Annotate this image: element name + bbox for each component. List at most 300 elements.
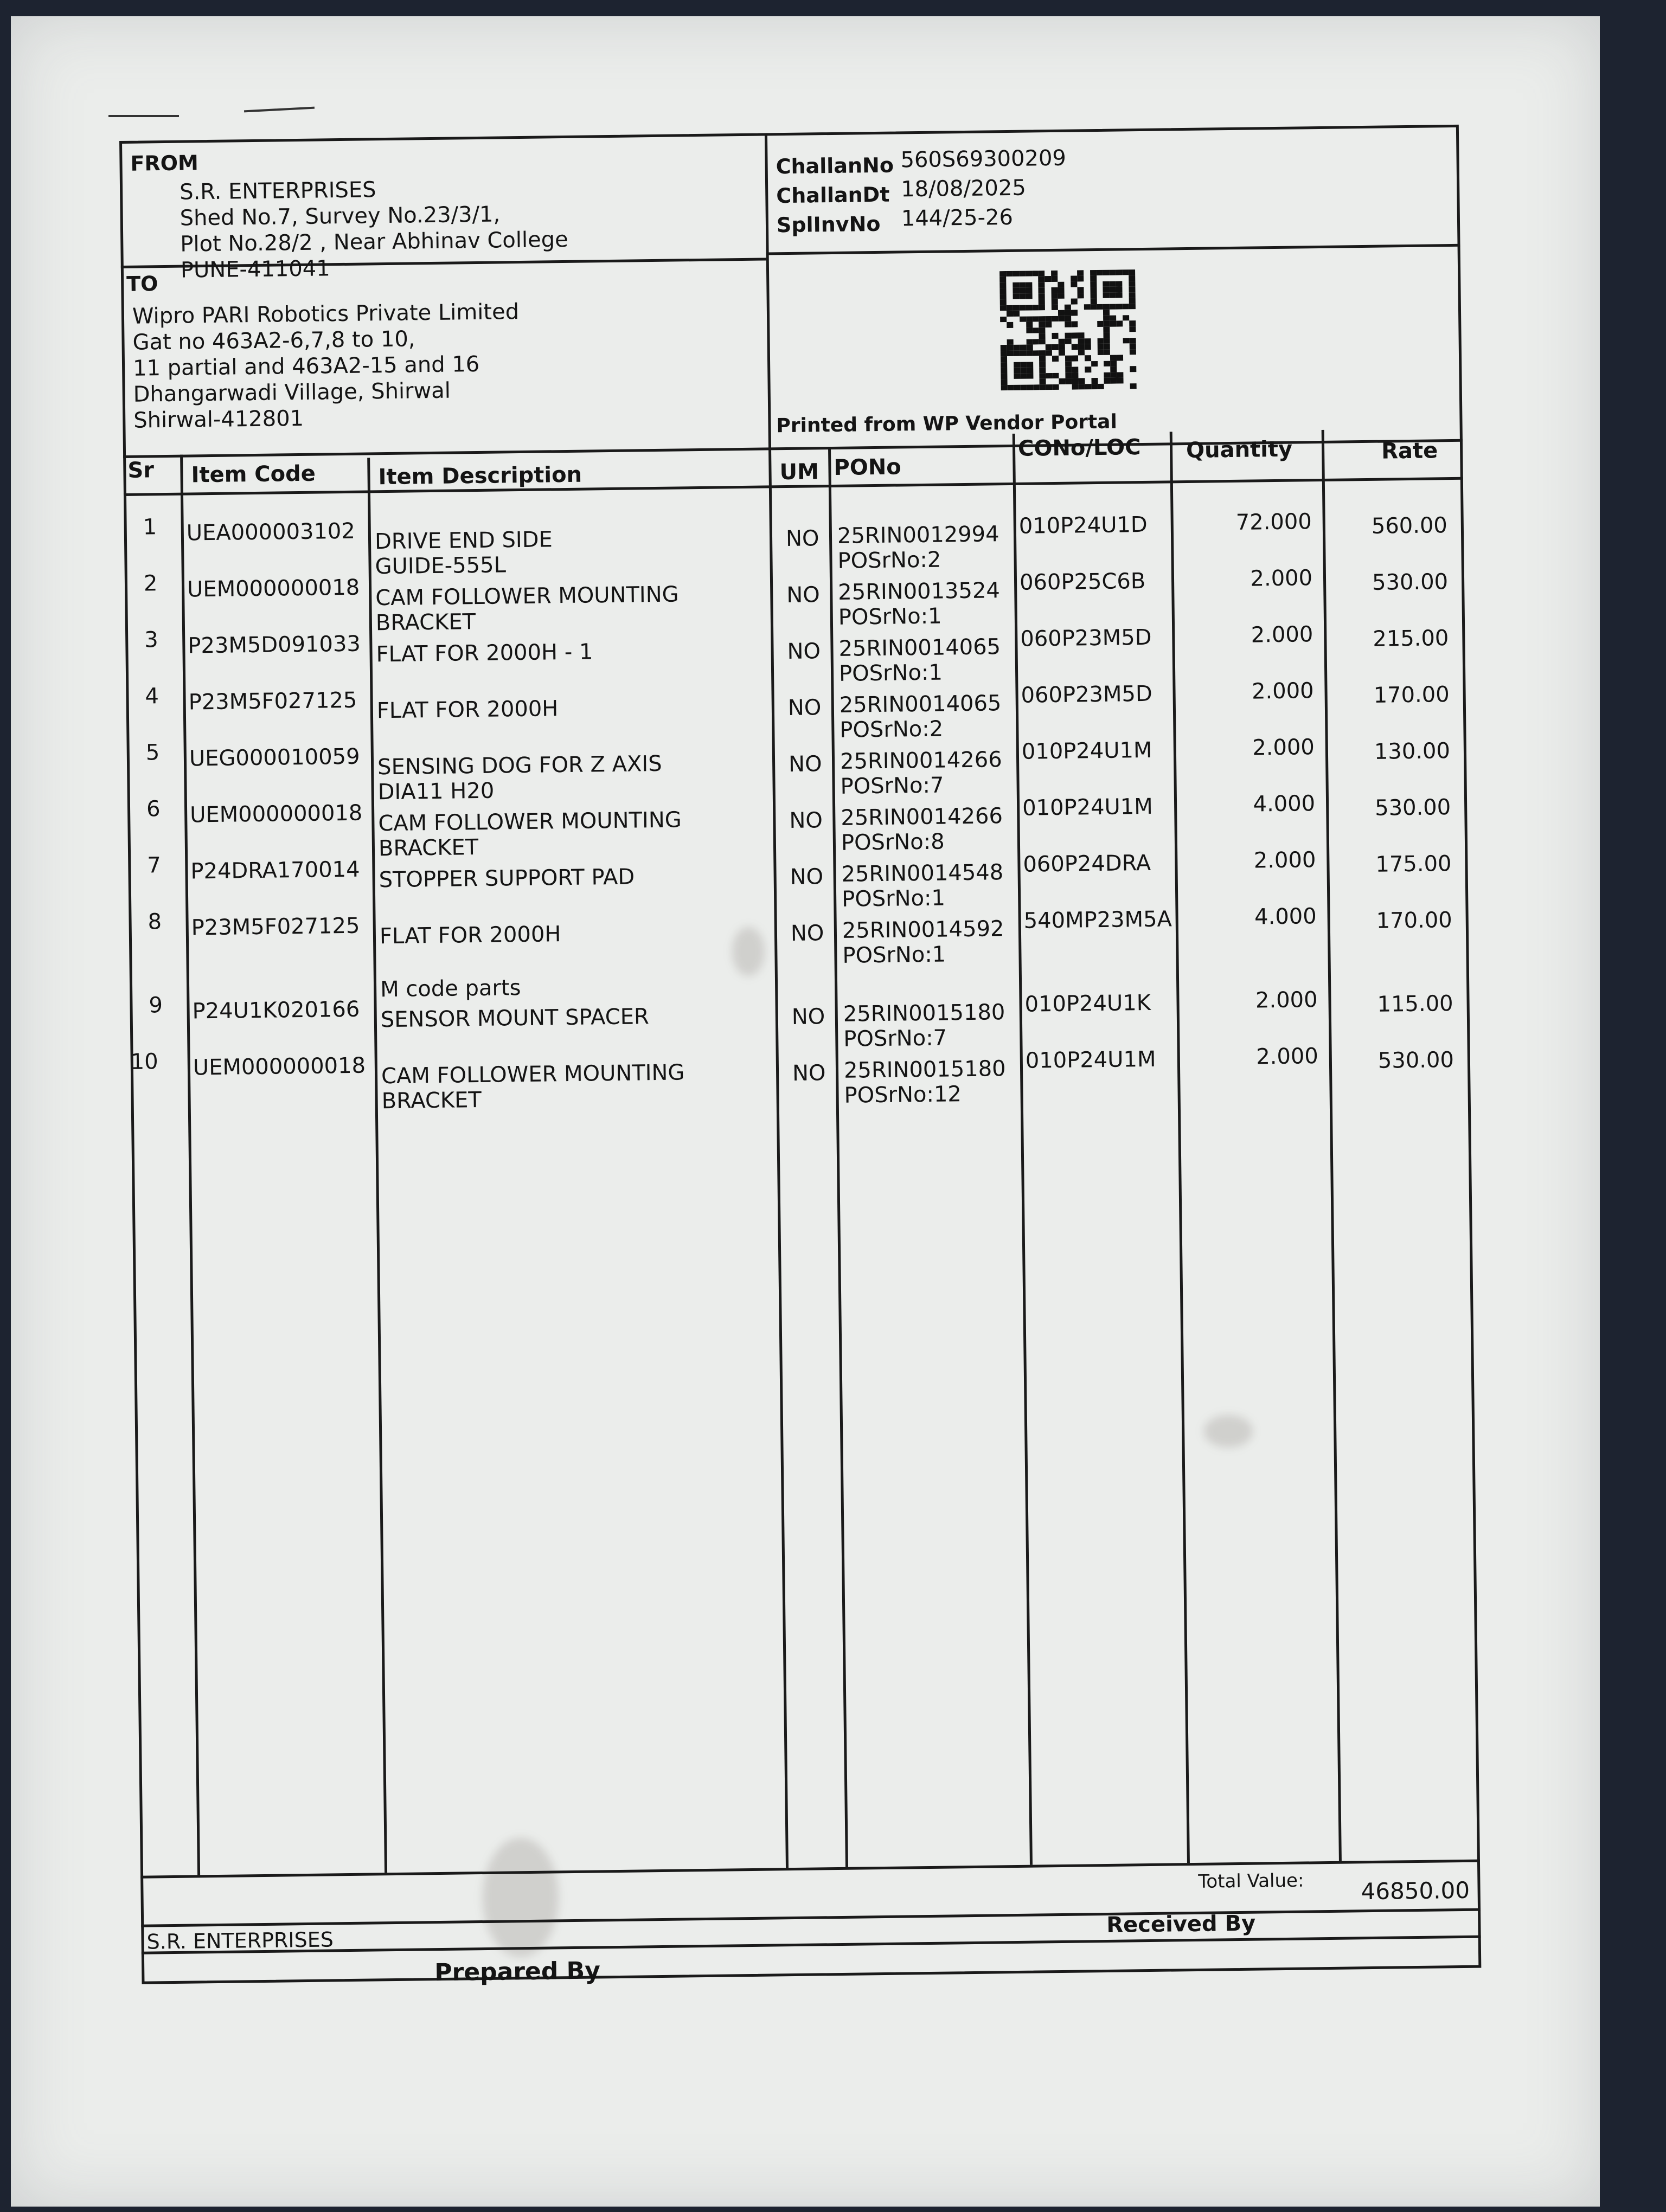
- qr-module: [1001, 356, 1007, 362]
- qr-module: [1033, 384, 1040, 390]
- qr-module: [1033, 339, 1039, 345]
- row-pono: 25RIN0013524: [837, 578, 1001, 605]
- qr-module: [1071, 321, 1078, 327]
- qr-module: [1039, 299, 1045, 305]
- qr-module: [1007, 345, 1014, 351]
- qr-module: [1052, 293, 1058, 299]
- qr-module: [1071, 287, 1077, 293]
- to-address: [132, 299, 521, 434]
- qr-module: [1097, 316, 1104, 321]
- qr-module: [1064, 271, 1071, 276]
- row-posr: POSrNo:1: [838, 660, 943, 686]
- qr-module: [1053, 384, 1059, 390]
- qr-module: [1046, 356, 1052, 362]
- qr-module: [1065, 333, 1072, 339]
- qr-module: [1129, 315, 1136, 321]
- qr-module: [1053, 372, 1059, 378]
- row-loc: 060P23M5D: [1021, 681, 1153, 708]
- qr-module: [1007, 368, 1014, 374]
- challan-paper: [11, 16, 1600, 2207]
- qr-module: [1001, 374, 1007, 380]
- qr-module: [1123, 366, 1130, 372]
- qr-module: [1007, 322, 1013, 328]
- qr-module: [1033, 322, 1039, 328]
- qr-module: [1077, 293, 1084, 299]
- qr-module: [1124, 383, 1130, 389]
- row-um: NO: [791, 1004, 825, 1030]
- qr-module: [1052, 287, 1058, 293]
- row-item-code: UEM000000018: [193, 1053, 366, 1081]
- qr-module: [1058, 310, 1065, 316]
- row-pono: 25RIN0014548: [841, 860, 1004, 887]
- qr-module: [1001, 362, 1007, 368]
- qr-module: [1071, 281, 1077, 287]
- row-item-code: P23M5F027125: [188, 687, 357, 715]
- row-quantity: 4.000: [1254, 904, 1317, 930]
- qr-module: [1033, 344, 1039, 350]
- qr-module: [1052, 350, 1059, 356]
- row-desc-line1: CAM FOLLOWER MOUNTING: [381, 1060, 685, 1089]
- row-item-code: UEM000000018: [189, 800, 363, 828]
- qr-module: [1045, 271, 1051, 276]
- qr-module: [1130, 355, 1136, 361]
- qr-module: [1078, 327, 1084, 333]
- qr-module: [1071, 304, 1078, 310]
- prepared-by-label: Prepared By: [434, 1957, 601, 1987]
- qr-module: [1078, 321, 1084, 327]
- qr-module: [1026, 322, 1033, 328]
- row-sr: 10: [130, 1049, 158, 1075]
- qr-module: [1084, 299, 1090, 305]
- row-sr: 1: [143, 515, 157, 540]
- qr-module: [1000, 299, 1007, 305]
- row-quantity: 72.000: [1235, 509, 1312, 535]
- qr-module: [1129, 281, 1135, 287]
- qr-module: [1008, 384, 1014, 390]
- qr-module: [1045, 287, 1052, 293]
- row-rate: 530.00: [1372, 569, 1449, 595]
- qr-module: [1091, 350, 1097, 356]
- qr-module: [999, 282, 1006, 288]
- qr-module: [1072, 384, 1079, 390]
- qr-module: [1014, 384, 1020, 390]
- qr-module: [1090, 287, 1097, 293]
- qr-module: [1116, 304, 1123, 310]
- qr-module: [1097, 270, 1103, 276]
- qr-module: [1123, 349, 1130, 355]
- qr-module: [1033, 350, 1039, 356]
- qr-module: [1097, 350, 1104, 356]
- qr-module: [1020, 327, 1026, 333]
- qr-module: [1097, 338, 1104, 344]
- qr-module: [1103, 304, 1110, 310]
- row-quantity: 2.000: [1253, 847, 1316, 873]
- qr-module: [999, 271, 1006, 277]
- qr-module: [1129, 309, 1136, 315]
- qr-module: [1078, 384, 1085, 390]
- total-value: 46850.00: [1361, 1876, 1470, 1905]
- qr-module: [1111, 378, 1117, 384]
- row-posr: POSrNo:7: [843, 1025, 947, 1052]
- qr-module: [1097, 327, 1104, 333]
- qr-module: [1020, 333, 1026, 339]
- row-desc-line1: DRIVE END SIDE: [374, 527, 553, 555]
- qr-module: [1046, 384, 1053, 390]
- row-item-code: P23M5D091033: [188, 631, 361, 659]
- row-loc: 010P24U1M: [1021, 737, 1152, 764]
- qr-module: [1097, 344, 1104, 350]
- qr-module: [1039, 339, 1046, 345]
- qr-module: [1097, 310, 1104, 316]
- row-rate: 215.00: [1373, 626, 1449, 652]
- qr-module: [1026, 327, 1033, 333]
- row-desc-line1: FLAT FOR 2000H - 1: [376, 639, 593, 667]
- qr-module: [1065, 327, 1071, 333]
- qr-module: [1110, 332, 1117, 338]
- qr-module: [1091, 321, 1097, 327]
- qr-module: [1019, 271, 1026, 277]
- qr-module: [1032, 282, 1039, 288]
- invoice-no-value: 144/25-26: [901, 204, 1014, 232]
- printed-from-note: Printed from WP Vendor Portal: [776, 410, 1118, 438]
- qr-module: [1072, 344, 1078, 350]
- qr-module: [1085, 378, 1091, 384]
- qr-module: [1019, 299, 1026, 305]
- qr-module: [1038, 271, 1045, 276]
- qr-module: [1104, 355, 1110, 361]
- from-line1: Shed No.7, Survey No.23/3/1,: [180, 202, 501, 231]
- qr-module: [1026, 339, 1033, 345]
- qr-module: [1040, 373, 1046, 379]
- qr-module: [1103, 310, 1110, 316]
- qr-module: [1129, 287, 1136, 293]
- qr-module: [1020, 311, 1026, 317]
- qr-module: [1027, 356, 1033, 362]
- qr-module: [1000, 311, 1007, 317]
- qr-module: [1020, 379, 1027, 385]
- qr-module: [1090, 298, 1097, 304]
- qr-module: [1090, 293, 1097, 299]
- row-desc-line1: FLAT FOR 2000H: [379, 922, 561, 949]
- qr-module: [1072, 378, 1078, 384]
- qr-module: [1033, 378, 1040, 384]
- qr-module: [1039, 276, 1045, 282]
- qr-module: [1098, 361, 1104, 366]
- qr-module: [1085, 384, 1091, 390]
- qr-module: [1071, 270, 1077, 276]
- qr-module: [1123, 304, 1129, 310]
- qr-module: [1071, 276, 1077, 282]
- challan-date-label: ChallanDt: [776, 182, 890, 208]
- qr-module: [1098, 383, 1104, 389]
- qr-module: [1078, 378, 1085, 384]
- qr-module: [1045, 310, 1052, 316]
- to-line4: Shirwal-412801: [133, 406, 304, 433]
- qr-module: [1110, 355, 1117, 361]
- row-posr: POSrNo:2: [840, 716, 944, 743]
- qr-module: [1059, 361, 1065, 367]
- qr-module: [1052, 321, 1058, 327]
- qr-module: [1014, 373, 1020, 379]
- qr-module: [1026, 333, 1033, 339]
- qr-module: [1110, 321, 1117, 327]
- row-sr: 9: [149, 993, 163, 1018]
- qr-module: [1077, 287, 1084, 293]
- qr-module: [1013, 271, 1019, 277]
- qr-module: [1110, 298, 1116, 304]
- qr-module: [1110, 275, 1116, 281]
- qr-module: [1033, 333, 1039, 339]
- qr-module: [1052, 339, 1059, 345]
- col-header-rate: Rate: [1381, 438, 1438, 464]
- row-desc-line1: SENSOR MOUNT SPACER: [380, 1004, 650, 1033]
- qr-module: [1110, 315, 1116, 321]
- qr-module: [1046, 344, 1052, 350]
- qr-module: [1091, 366, 1098, 372]
- row-quantity: 4.000: [1253, 791, 1316, 817]
- qr-module: [1020, 305, 1026, 311]
- qr-module: [1085, 366, 1091, 372]
- qr-module: [1111, 383, 1117, 389]
- qr-module: [1032, 276, 1039, 282]
- qr-module: [1124, 377, 1130, 383]
- qr-module: [1065, 361, 1072, 367]
- qr-module: [1104, 366, 1111, 372]
- qr-module: [1117, 377, 1124, 383]
- qr-module: [1110, 310, 1116, 316]
- qr-module: [1117, 332, 1123, 338]
- row-um: NO: [788, 751, 822, 777]
- qr-module: [1000, 328, 1007, 334]
- qr-module: [1123, 287, 1129, 293]
- row-sr: 4: [145, 684, 159, 709]
- qr-module: [1129, 298, 1136, 304]
- row-item-code: UEA000003102: [186, 518, 356, 546]
- row-desc-line2: GUIDE-555L: [375, 552, 507, 580]
- row-posr: POSrNo:7: [840, 773, 944, 799]
- qr-module: [1098, 378, 1104, 384]
- qr-module: [1046, 350, 1052, 356]
- qr-module: [1122, 275, 1129, 281]
- qr-module: [1001, 345, 1007, 351]
- row-loc: 060P24DRA: [1023, 850, 1151, 877]
- qr-module: [1123, 355, 1130, 361]
- qr-module: [1058, 293, 1065, 299]
- row-posr: POSrNo:1: [842, 942, 946, 968]
- qr-module: [1052, 282, 1058, 288]
- qr-module: [1130, 366, 1136, 372]
- challan-no-label: ChallanNo: [776, 153, 894, 179]
- qr-module: [1007, 339, 1013, 345]
- row-quantity: 2.000: [1256, 1044, 1319, 1070]
- qr-module: [1072, 367, 1078, 373]
- qr-module: [1059, 384, 1066, 390]
- qr-module: [1110, 338, 1117, 344]
- row-loc: 540MP23M5A: [1023, 906, 1172, 934]
- qr-module: [1039, 305, 1045, 311]
- qr-module: [1059, 367, 1065, 373]
- qr-module: [1046, 333, 1052, 339]
- qr-module: [1007, 305, 1013, 311]
- qr-module: [1084, 344, 1091, 350]
- row-loc: 060P25C6B: [1019, 568, 1146, 595]
- qr-module: [1117, 338, 1123, 344]
- qr-module: [1059, 356, 1065, 362]
- qr-module: [1046, 367, 1053, 373]
- qr-module: [1033, 367, 1040, 373]
- qr-module: [1013, 339, 1020, 345]
- qr-module: [1117, 355, 1123, 361]
- qr-module: [1097, 293, 1103, 299]
- qr-module: [1123, 343, 1130, 349]
- row-um: NO: [790, 921, 824, 946]
- qr-module: [1072, 361, 1078, 367]
- from-line3: PUNE-411041: [180, 256, 330, 283]
- qr-module: [1117, 372, 1124, 378]
- qr-module: [1052, 310, 1058, 316]
- qr-module: [1130, 383, 1137, 389]
- qr-module: [1117, 326, 1123, 332]
- qr-module: [1033, 373, 1040, 379]
- qr-module: [1117, 361, 1123, 366]
- row-posr: POSrNo:12: [844, 1082, 962, 1108]
- row-um: NO: [785, 526, 819, 552]
- col-header-item-description: Item Description: [378, 462, 582, 490]
- qr-module: [1026, 345, 1033, 351]
- qr-module: [1064, 282, 1071, 288]
- qr-module: [1085, 355, 1091, 361]
- qr-module: [1084, 327, 1091, 333]
- qr-module: [1032, 271, 1039, 276]
- qr-module: [1091, 344, 1097, 350]
- qr-module: [1097, 332, 1104, 338]
- qr-module: [1052, 299, 1058, 305]
- qr-module: [1085, 372, 1091, 378]
- qr-module: [1084, 338, 1091, 344]
- qr-module: [1026, 350, 1033, 356]
- qr-module: [1013, 305, 1020, 311]
- qr-module: [1123, 298, 1129, 304]
- qr-module: [1116, 281, 1123, 287]
- qr-module: [1006, 271, 1013, 277]
- qr-module: [1007, 317, 1013, 323]
- row-sr: 6: [146, 796, 161, 822]
- qr-module: [1065, 344, 1072, 350]
- row-item-code: P23M5F027125: [191, 913, 360, 941]
- qr-module: [1104, 344, 1110, 350]
- qr-module: [1046, 362, 1052, 368]
- qr-module: [1020, 362, 1027, 368]
- qr-module: [1065, 356, 1072, 362]
- qr-module: [1077, 270, 1084, 276]
- qr-module: [1103, 275, 1110, 281]
- qr-module: [1091, 361, 1098, 367]
- qr-module: [1104, 383, 1111, 389]
- qr-module: [1051, 271, 1058, 276]
- qr-module: [1007, 328, 1013, 334]
- row-pono: 25RIN0014266: [841, 803, 1003, 831]
- col-header-pono: PONo: [834, 454, 902, 480]
- qr-module: [1078, 361, 1085, 367]
- qr-module: [1123, 321, 1129, 327]
- row-desc-line1: FLAT FOR 2000H: [376, 696, 559, 724]
- qr-module: [1026, 316, 1033, 322]
- qr-module: [1052, 344, 1059, 350]
- qr-module: [1026, 293, 1032, 299]
- qr-module: [1020, 339, 1026, 345]
- qr-module: [1052, 367, 1059, 373]
- qr-module: [1020, 373, 1027, 379]
- qr-module: [1110, 287, 1116, 293]
- row-desc-line2: BRACKET: [381, 1087, 482, 1114]
- qr-module: [1130, 349, 1136, 355]
- qr-module: [1103, 270, 1110, 276]
- qr-module: [1001, 368, 1007, 374]
- qr-module: [1045, 276, 1052, 282]
- qr-module: [1129, 320, 1136, 326]
- qr-module: [1065, 304, 1071, 310]
- qr-module: [1045, 282, 1052, 288]
- qr-module: [1084, 310, 1091, 316]
- qr-module: [1078, 344, 1085, 350]
- qr-module: [1020, 384, 1027, 390]
- row-um: NO: [786, 582, 821, 608]
- qr-module: [1058, 282, 1064, 288]
- qr-module: [1039, 310, 1045, 316]
- qr-module: [1104, 372, 1111, 378]
- qr-module: [1084, 293, 1090, 299]
- qr-module: [1123, 310, 1129, 316]
- qr-module: [1084, 287, 1090, 293]
- qr-module: [1090, 270, 1097, 276]
- row-loc: 010P24U1M: [1025, 1046, 1156, 1073]
- received-by-label: Received By: [1106, 1911, 1256, 1938]
- qr-module: [1104, 332, 1110, 338]
- qr-module: [1130, 338, 1136, 344]
- qr-module: [1006, 288, 1013, 294]
- qr-module: [1020, 322, 1026, 328]
- qr-module: [1046, 321, 1052, 327]
- qr-module: [1020, 368, 1027, 374]
- qr-module: [1040, 384, 1046, 390]
- qr-module: [1039, 293, 1045, 299]
- row-item-code: P24U1K020166: [192, 996, 360, 1024]
- qr-module: [1116, 292, 1123, 298]
- qr-module: [1097, 281, 1103, 287]
- qr-module: [1045, 316, 1052, 322]
- qr-module: [1027, 373, 1033, 379]
- qr-module: [1045, 293, 1052, 299]
- qr-module: [1026, 311, 1033, 317]
- row-desc-note: M code parts: [380, 975, 521, 1002]
- row-pono: 25RIN0014592: [842, 916, 1004, 943]
- qr-module: [1027, 384, 1033, 390]
- qr-module: [1091, 355, 1098, 361]
- qr-module: [1020, 350, 1027, 356]
- row-item-code: UEM000000018: [187, 575, 360, 602]
- qr-module: [1007, 362, 1014, 368]
- col-header-um: UM: [779, 459, 819, 485]
- qr-module: [1098, 366, 1104, 372]
- qr-module: [1078, 355, 1085, 361]
- qr-module: [1091, 310, 1097, 316]
- qr-module: [1026, 271, 1032, 276]
- qr-module: [1078, 316, 1084, 321]
- qr-module: [1013, 282, 1019, 288]
- qr-module: [1013, 288, 1019, 294]
- qr-module: [1130, 332, 1136, 338]
- qr-module: [1097, 275, 1103, 281]
